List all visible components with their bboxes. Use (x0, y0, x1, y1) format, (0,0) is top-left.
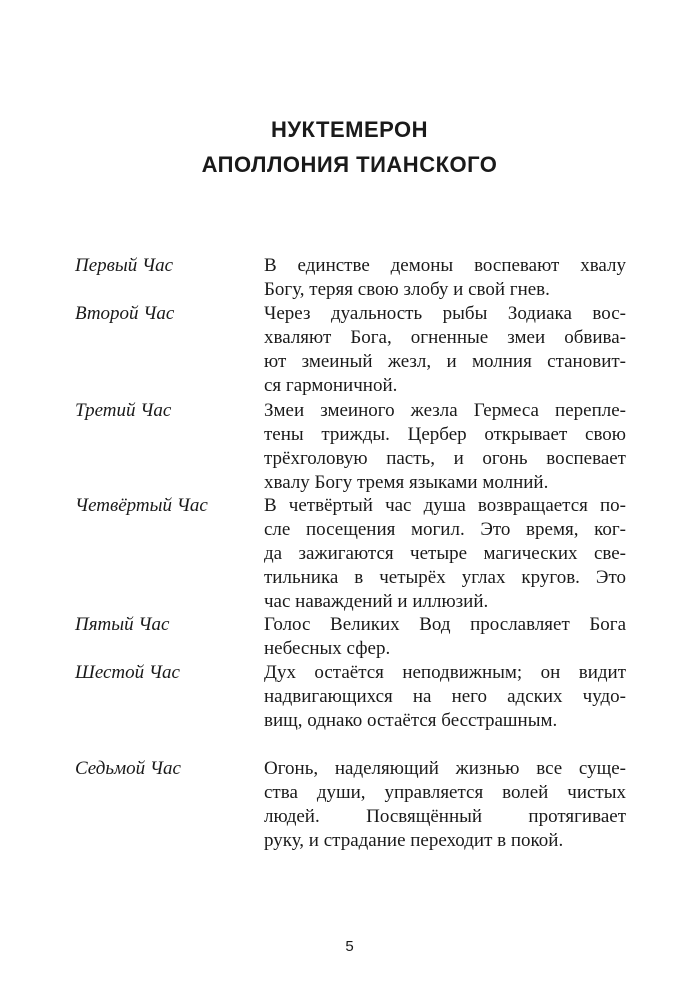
hour-description (264, 661, 626, 733)
text-line: ют змеиный жезл, и молния становит- (264, 351, 626, 372)
hour-description (264, 494, 626, 614)
hour-description (264, 399, 626, 495)
text-line: ся гармоничной. (264, 375, 398, 396)
text-line: Змеи змеиного жезла Гермеса перепле- (264, 400, 626, 421)
text-line: надвигающихся на него адских чудо- (264, 686, 626, 707)
page-number: 5 (345, 938, 354, 955)
hour-description (264, 613, 626, 661)
page-title (0, 112, 699, 182)
text-line: В четвёртый час душа возвращается по- (264, 495, 626, 516)
hour-label: Шестой Час (75, 662, 180, 683)
hour-label: Пятый Час (75, 614, 170, 635)
hour-label: Первый Час (75, 255, 174, 276)
text-line: тены трижды. Цербер открывает свою (264, 424, 626, 445)
text-line: Дух остаётся неподвижным; он видит (264, 662, 626, 683)
text-line: Голос Великих Вод прославляет Бога (264, 614, 626, 635)
text-line: В единстве демоны воспевают хвалу (264, 255, 626, 276)
text-line: тильника в четырёх углах кругов. Это (264, 567, 626, 588)
hour-label: Четвёртый Час (75, 495, 208, 516)
text-line: Через дуальность рыбы Зодиака вос- (264, 303, 626, 324)
text-line: час наваждений и иллюзий. (264, 591, 489, 612)
hour-description (264, 302, 626, 398)
text-line: хваляют Бога, огненные змеи обвива- (264, 327, 626, 348)
text-line: Богу, теряя свою злобу и свой гнев. (264, 279, 550, 300)
text-line: сле посещения могил. Это время, ког- (264, 519, 626, 540)
hour-description (264, 757, 626, 853)
title-line-1: НУКТЕМЕРОН (270, 117, 429, 142)
hour-label: Третий Час (75, 400, 172, 421)
text-line: ства души, управляется волей чистых (264, 782, 626, 803)
text-line: трёхголовую пасть, и огонь воспевает (264, 448, 626, 469)
hour-label: Второй Час (75, 303, 175, 324)
text-line: хвалу Богу тремя языками молний. (264, 472, 549, 493)
text-line: руку, и страдание переходит в покой. (264, 830, 564, 851)
title-line-2: АПОЛЛОНИЯ ТИАНСКОГО (201, 152, 498, 177)
text-line: да зажигаются четыре магических све- (264, 543, 626, 564)
text-line: небесных сфер. (264, 638, 391, 659)
text-line: Огонь, наделяющий жизнью все суще- (264, 758, 626, 779)
text-line: людей. Посвящённый протягивает (264, 806, 626, 827)
text-line: вищ, однако остаётся бесстрашным. (264, 710, 558, 731)
hour-label: Седьмой Час (75, 758, 181, 779)
hour-description (264, 254, 626, 302)
